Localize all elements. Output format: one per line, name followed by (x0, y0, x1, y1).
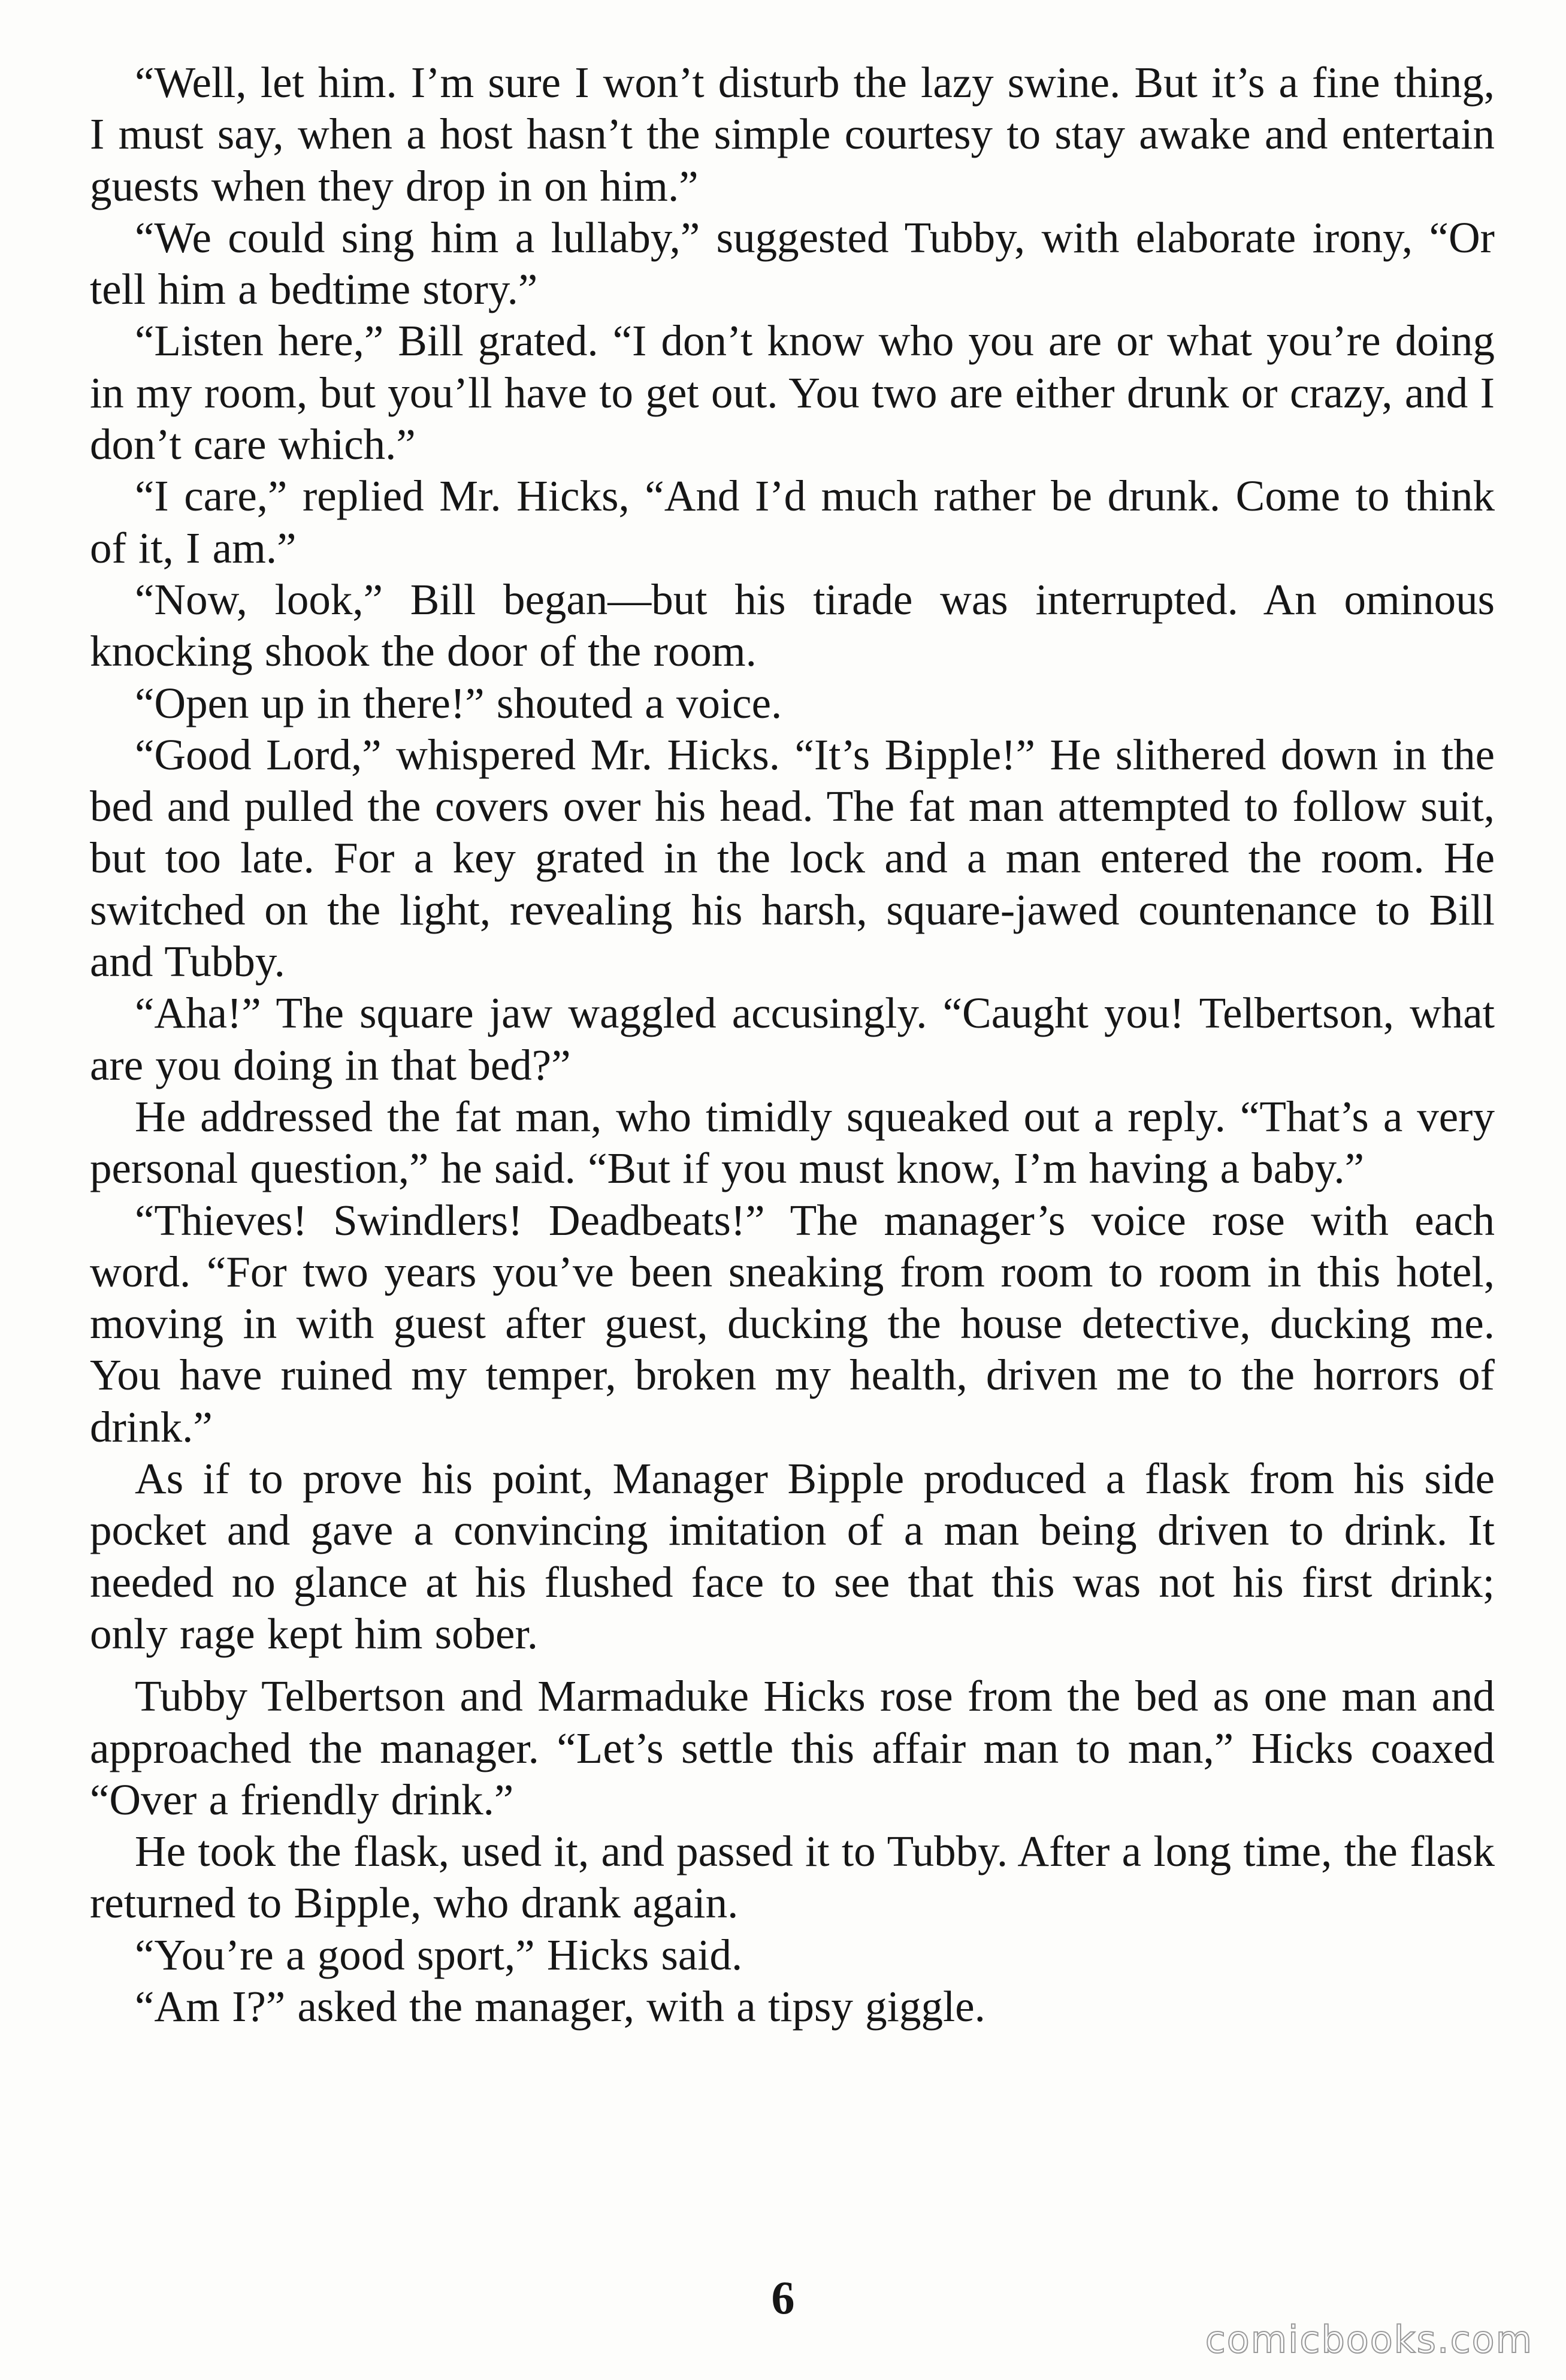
paragraph: “Thieves! Swindlers! Deadbeats!” The manager’s voice rose with each word. “For two years you’ve been sneaking from room to room in this hotel, moving in with guest after guest, ducking the house detective, ducking me. You have ruined my temper, broken my health, driven me to the horrors of drink.” (90, 1195, 1495, 1451)
paragraph: “Now, look,” Bill began—but his tirade was interrupted. An ominous knocking shook the door of the room. (90, 575, 1495, 676)
page-number: 6 (771, 2272, 795, 2324)
paragraph: “Aha!” The square jaw waggled accusingly. “Caught you! Telbertson, what are you doing in that bed?” (90, 989, 1495, 1089)
watermark: comicbooks.com (1205, 2318, 1533, 2361)
paragraph: “Open up in there!” shouted a voice. (135, 678, 782, 727)
paragraph: “Well, let him. I’m sure I won’t disturb the lazy swine. But it’s a fine thing, I must say, when a host hasn’t the simple courtesy to stay awake and entertain guests when they drop in on him.” (90, 58, 1495, 210)
paragraph: “Good Lord,” whispered Mr. Hicks. “It’s Bipple!” He slithered down in the bed and pulled the covers over his head. The fat man attempted to follow suit, but too late. For a key grated in the lock and a man entered the room. He switched on the light, revealing his harsh, square-jawed countenance to Bill and Tubby. (90, 730, 1495, 986)
body-text (90, 57, 1495, 2032)
paragraph: As if to prove his point, Manager Bipple produced a flask from his side pocket and gave a convincing imitation of a man being driven to drink. It needed no glance at his flushed face to see that this was not his first drink; only rage kept him sober. (90, 1454, 1495, 1658)
paragraph: “You’re a good sport,” Hicks said. (135, 1930, 743, 1979)
paragraph: “I care,” replied Mr. Hicks, “And I’d much rather be drunk. Come to think of it, I am.” (90, 472, 1495, 572)
paragraph: He took the flask, used it, and passed it to Tubby. After a long time, the flask returned to Bipple, who drank again. (90, 1827, 1495, 1928)
paragraph: “Listen here,” Bill grated. “I don’t know who you are or what you’re doing in my room, but you’ll have to get out. You two are either drunk or crazy, and I don’t care which.” (90, 316, 1495, 469)
paragraph: He addressed the fat man, who timidly squeaked out a reply. “That’s a very personal question,” he said. “But if you must know, I’m having a baby.” (90, 1092, 1495, 1193)
paragraph: “Am I?” asked the manager, with a tipsy giggle. (135, 1982, 985, 2031)
paragraph: “We could sing him a lullaby,” suggested Tubby, with elaborate irony, “Or tell him a bedtime story.” (90, 213, 1495, 314)
paragraph: Tubby Telbertson and Marmaduke Hicks rose from the bed as one man and approached the manager. “Let’s settle this affair man to man,” Hicks coaxed “Over a friendly drink.” (90, 1672, 1495, 1824)
